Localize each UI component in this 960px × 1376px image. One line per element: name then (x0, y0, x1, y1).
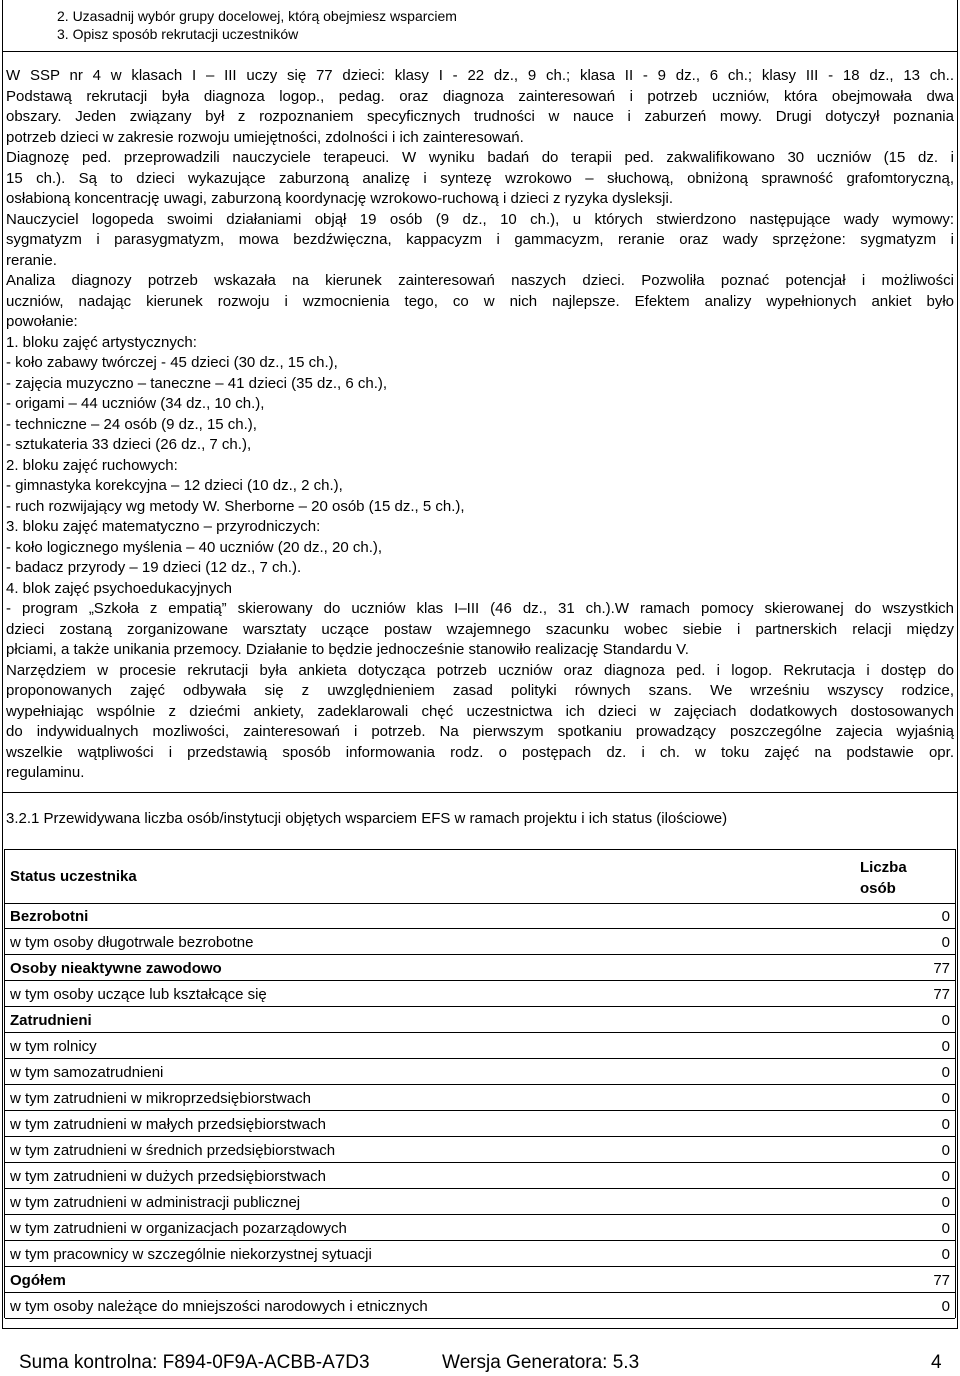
text-line: proponowanych zajęć odbywała się z uwzględnieniem zasad polityki równych szans. We wrześniu wszyscy rodzice, (6, 682, 954, 699)
table-row (5, 929, 955, 955)
table-row (5, 1137, 955, 1163)
text-line: potrzeb dzieci w zakresie rozwoju umiejętności, zdolności i ich zainteresowań. (6, 128, 524, 146)
table-row (5, 1111, 955, 1137)
text-line: - sztukateria 33 dzieci (26 dz., 7 ch.), (6, 436, 252, 453)
divider-top (2, 51, 958, 52)
text-line: powołanie: (6, 313, 78, 330)
text-line: uczniów, nadając kierunek rozwoju i wzmocnienia tego, co w nich najlepsze. Efektem analizy wypełnionych ankiet było (6, 292, 954, 310)
row-value: 0 (941, 1012, 950, 1029)
row-value: 0 (941, 934, 950, 951)
divider-middle (2, 792, 958, 793)
text-line: Narzędziem w procesie rekrutacji była ankieta dotycząca potrzeb uczniów oraz diagnoza ped. i logop. Rekrutacja i dostęp do (6, 661, 954, 679)
header-count: Liczba osób (860, 859, 907, 897)
table-row (5, 1059, 955, 1085)
row-label: w tym osoby długotrwale bezrobotne (10, 934, 254, 951)
text-line: Nauczyciel logopeda swoimi działaniami objął 19 osób (9 dz., 10 ch.), u których stwierdzono następujące wady wymowy: (6, 210, 954, 228)
table-row (5, 1189, 955, 1215)
text-line: 4. blok zajęć psychoedukacyjnych (6, 579, 232, 597)
row-label: w tym pracownicy w szczególnie niekorzystnej sytuacji (10, 1246, 372, 1263)
row-label: Zatrudnieni (10, 1012, 92, 1029)
header-status: Status uczestnika (10, 868, 137, 885)
row-label: w tym samozatrudnieni (10, 1064, 164, 1081)
row-value: 0 (941, 1038, 950, 1055)
text-line: - badacz przyrody – 19 dzieci (12 dz., 7 ch.). (6, 559, 302, 576)
generator-version: Wersja Generatora: 5.3 (442, 1352, 640, 1373)
section-heading: 3.2.1 Przewidywana liczba osób/instytucji objętych wsparciem EFS w ramach projektu i ich status (ilościowe) (6, 810, 728, 827)
table-row (5, 1293, 955, 1319)
text-line: - origami – 44 uczniów (34 dz., 10 ch.), (6, 395, 265, 412)
text-line: - gimnastyka korekcyjna – 12 dzieci (10 dz., 2 ch.), (6, 477, 343, 494)
row-label: w tym zatrudnieni w organizacjach pozarządowych (10, 1220, 347, 1237)
text-line: 3. bloku zajęć matematyczno – przyrodniczych: (6, 518, 321, 535)
table-row (5, 1007, 955, 1033)
table-row (5, 903, 955, 929)
table-header (5, 850, 955, 904)
table-row (5, 1085, 955, 1111)
text-line: regulaminu. (6, 764, 85, 781)
row-label: w tym zatrudnieni w średnich przedsiębiorstwach (10, 1142, 336, 1159)
table-row (5, 1215, 955, 1241)
text-line: Diagnozę ped. przeprowadzili nauczyciele terapeuci. W wyniku badań do terapii ped. zakwalifikowano 30 uczniów (15 dz. i (6, 149, 954, 166)
row-value: 0 (941, 1220, 950, 1237)
checksum: Suma kontrolna: F894-0F9A-ACBB-A7D3 (19, 1352, 370, 1373)
row-value: 0 (941, 1246, 950, 1263)
row-label: w tym osoby należące do mniejszości narodowych i etnicznych (10, 1298, 428, 1315)
row-label: Ogółem (10, 1272, 66, 1289)
row-value: 77 (933, 1272, 950, 1289)
text-line: Podstawą rekrutacji była diagnoza logop., pedag. oraz diagnoza zainteresowań i potrzeb uczniów, która obejmowała dwa (6, 87, 954, 105)
text-line: - zajęcia muzyczno – taneczne – 41 dzieci (35 dz., 6 ch.), (6, 374, 388, 392)
text-line: W SSP nr 4 w klasach I – III uczy się 77 dzieci: klasy I - 22 dz., 9 ch.; klasa II - 9 dz., 6 ch.; klasy III - 18 dz., 13 ch.. (6, 67, 954, 84)
page-number: 4 (931, 1352, 942, 1373)
text-line: płciami, a także unikania przemocy. Działanie to będzie jednocześnie stanowiło realizację Standardu V. (6, 641, 689, 658)
text-line: - techniczne – 24 osób (9 dz., 15 ch.), (6, 415, 257, 433)
row-value: 0 (941, 1090, 950, 1107)
text-line: sygmatyzm i parasygmatyzm, mowa bezdźwięczna, kappacyzm i gammacyzm, reranie oraz wady sprzężone: sygmatyzm i (6, 231, 954, 248)
row-value: 0 (941, 1064, 950, 1081)
row-label: w tym zatrudnieni w małych przedsiębiorstwach (10, 1116, 326, 1133)
text-line: - koło logicznego myślenia – 40 uczniów (20 dz., 20 ch.), (6, 538, 383, 556)
table-row (5, 1163, 955, 1189)
table-row (5, 981, 955, 1007)
participants-table (4, 849, 956, 1318)
row-label: w tym rolnicy (10, 1038, 97, 1055)
question-2: 2. Uzasadnij wybór grupy docelowej, którą obejmiesz wsparciem (57, 8, 457, 24)
row-label: w tym osoby uczące lub kształcące się (10, 986, 267, 1003)
table-row (5, 1033, 955, 1059)
text-line: wypełniając wspólnie z dziećmi ankiety, zadeklarowali chęć uczestnictwa ich dzieci w zajęciach dodatkowych dostosowanych (6, 702, 954, 720)
row-label: Bezrobotni (10, 908, 89, 925)
text-line: obszary. Jeden związany był z rozpoznaniem specyficznych trudności w nauce i zaburzeń mowy. Drugi dotyczył poznania (6, 108, 954, 125)
row-value: 0 (941, 1298, 950, 1315)
row-value: 0 (941, 1194, 950, 1211)
text-line: do indywidualnych mozliwości, zainteresowań i potrzeb. Na pierwszym spotkaniu prowadzący poszczególne zajecia wyjaśnią (6, 723, 954, 740)
text-line: Analiza diagnozy potrzeb wskazała na kierunek zainteresowań naszych dzieci. Pozwoliła poznać potencjał i możliwości (6, 272, 954, 289)
row-value: 0 (941, 1142, 950, 1159)
row-label: Osoby nieaktywne zawodowo (10, 960, 222, 977)
text-line: - koło zabawy twórczej - 45 dzieci (30 dz., 15 ch.), (6, 354, 338, 371)
text-line: - ruch rozwijający wg metody W. Sherborne – 20 osób (15 dz., 5 ch.), (6, 497, 465, 515)
row-label: w tym zatrudnieni w administracji publicznej (10, 1194, 301, 1211)
row-value: 0 (941, 1168, 950, 1185)
text-line: osłabioną koncentrację uwagi, zaburzoną koordynację wzrokowo-ruchową i dzieci z ryzyka dysleksji. (6, 190, 673, 207)
row-value: 77 (933, 986, 950, 1003)
row-value: 77 (933, 960, 950, 977)
row-value: 0 (941, 1116, 950, 1133)
text-line: reranie. (6, 251, 57, 269)
text-line: 15 ch.). Są to dzieci wykazujące zaburzoną analizę i syntezę wzrokowo – słuchową, obniżoną sprawność grafomtoryczną, (6, 169, 954, 187)
row-value: 0 (941, 908, 950, 925)
text-line: wszelkie wątpliwości i przedstawią sposób informowania rodz. o postępach dz. i ch. w toku zajęć na podstawie opr. (6, 743, 954, 761)
text-line: dzieci zostaną zorganizowane warsztaty uczące postaw wzajemnego szacunku wobec siebie i partnerskich relacji między (6, 620, 954, 638)
table-row (5, 1267, 955, 1293)
row-label: w tym zatrudnieni w dużych przedsiębiorstwach (10, 1168, 326, 1185)
recruitment-description (6, 66, 954, 784)
table-row (5, 1241, 955, 1267)
text-line: 1. bloku zajęć artystycznych: (6, 333, 197, 351)
row-label: w tym zatrudnieni w mikroprzedsiębiorstwach (10, 1090, 311, 1107)
text-line: 2. bloku zajęć ruchowych: (6, 456, 178, 474)
text-line: - program „Szkoła z empatią” skierowany do uczniów klas I–III (46 dz., 31 ch.).W ramach pomocy skierowanej do wszystkich (6, 600, 954, 617)
question-3: 3. Opisz sposób rekrutacji uczestników (57, 26, 299, 42)
table-row (5, 955, 955, 981)
